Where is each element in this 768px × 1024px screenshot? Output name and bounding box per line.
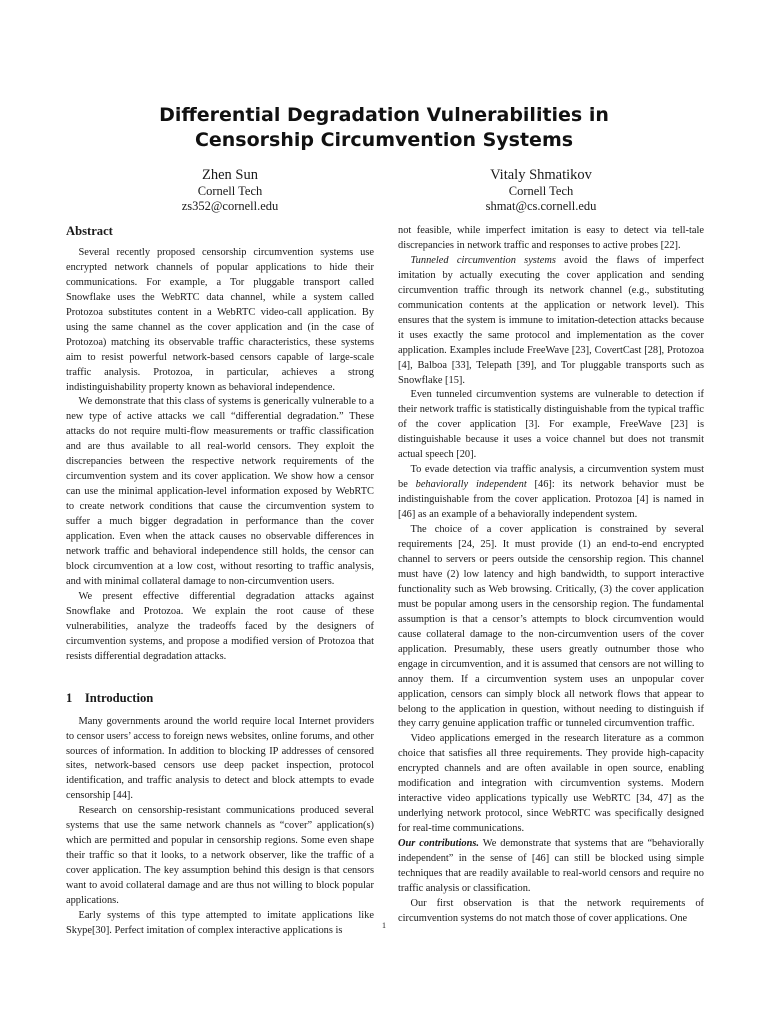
author-name: Vitaly Shmatikov — [490, 167, 592, 183]
intro-paragraph-4: Tunneled circumvention systems avoid the flaws of imperfect imitation by actually executing the cover application and sending circumvention traffic through its network channel (e.g., substituting communication contents at the application or network level). This ensures that the system is immune to imitation-detection attacks because it uses exactly the same protocol and implementation as the cover application. Examples include FreeWave [23], CovertCast [28], Protozoa [4], Balboa [33], Telepath [39], and Tor pluggable transports such as Snowflake [15]. — [398, 254, 704, 386]
behaviorally-independent-term: behaviorally independent — [415, 479, 527, 491]
intro-paragraph-10: Our first observation is that the network requirements of circumvention systems do not match those of cover applications. One — [398, 897, 704, 924]
title-line-1: Differential Degradation Vulnerabilities in — [159, 104, 609, 126]
intro-paragraph-6: To evade detection via traffic analysis, a circumvention system must be behaviorally independent [46]: its network behavior must be indistinguishable from the cover application. Protozoa [4] is named in [46] as an example of a behaviorally independent system. — [398, 464, 704, 521]
author-name: Zhen Sun — [202, 167, 258, 183]
title-line-2: Censorship Circumvention Systems — [194, 129, 574, 151]
intro-paragraph-3: Early systems of this type attempted to imitate applications like Skype[30]. Perfect imitation of complex interactive applications is — [66, 909, 374, 936]
abstract-paragraph-1: Several recently proposed censorship circumvention systems use encrypted network channels of popular applications to hide their communications. For example, a Tor pluggable transport called Snowflake uses the WebRTC data channel, while a system called Protozoa substitutes content in a WebRTC video-call application. By using the same channel as the cover application and (in the case of Protozoa) matching its observable traffic characteristics, these systems aim to resist powerful network-based censors capable of large-scale traffic analysis. Protozoa, in particular, achieves a strong indistinguishability property known as behavioral independence. — [66, 246, 374, 393]
abstract-heading: Abstract — [66, 224, 113, 238]
abstract-paragraph-2: We demonstrate that this class of systems is generically vulnerable to a new type of active attacks we call “differential degradation.” These attacks do not require multi-flow measurements or traffic classification and are thus available to all real-world censors. They exploit the discrepancies between the respective network requirements of the circumvention system and its cover application. We show how a censor can use the minimal application-level information exposed by WebRTC to create network conditions that cause the circumvention system to suffer a much bigger degradation in performance than the cover application. Even when the attack causes no observable differences in network traffic and behavioral independence still holds, the censor can block circumvention at a low cost, without resorting to traffic analysis, and with minimal collateral damage to non-circumvention users. — [66, 396, 374, 587]
author-block-1 — [100, 166, 360, 214]
author-affiliation: Cornell Tech — [197, 184, 263, 198]
left-column — [66, 224, 374, 939]
abstract-paragraph-3: We present effective differential degradation attacks against Snowflake and Protozoa. We explain the root cause of these vulnerabilities, analyze the tradeoffs faced by the designers of circumvention systems, and propose a modified version of Protozoa that resists differential degradation attacks. — [66, 590, 374, 662]
introduction-heading: 1 Introduction — [66, 690, 154, 705]
intro-paragraph-3-continued: not feasible, while imperfect imitation is easy to detect via tell-tale discrepancies in network traffic and responses to active probes [22]. — [398, 225, 704, 251]
page-number: 1 — [382, 921, 386, 930]
contributions-runin-heading: Our contributions. — [398, 838, 480, 850]
intro-paragraph-1: Many governments around the world require local Internet providers to censor users’ access to foreign news websites, online forums, and other sources of information. In addition to blocking IP addresses of censored sites, network-based censors use deep packet inspection, protocol identification, and traffic analysis to detect and block attempts to evade censorship [44]. — [66, 715, 374, 802]
paper-title — [0, 103, 768, 153]
intro-paragraph-8: Video applications emerged in the research literature as a common choice that satisfies all three requirements. They provide high-capacity encrypted channels and are often available in open source, enabling modification and integration with circumvention systems. Modern interactive video applications typically use WebRTC [34, 47] as the underlying network protocol, since WebRTC was specifically designed for real-time communications. — [398, 733, 704, 835]
intro-paragraph-7: The choice of a cover application is constrained by several requirements [24, 25]. It must provide (1) an end-to-end encrypted channel to servers or peers outside the censorship region. This channel must have (2) low latency and high bandwidth, to support interactive functionality such as Web browsing. Critically, (3) the cover application must be popular among users in the censorship region. The fundamental assumption is that a censor’s attempts to block circumvention would cause collateral damage to the non-circumvention users of the cover application. Presumably, these users greatly outnumber those who engage in circumvention, and it is assumed that censors are not willing to annoy them. If a circumvention system uses an unpopular cover application, censors can simply block all network flows that appear to belong to the application in question, without needing to distinguish if they carry genuine application traffic or tunneled circumvention traffic. — [398, 524, 704, 730]
intro-paragraph-2: Research on censorship-resistant communications produced several systems that use the same network channels as “cover” application(s) which are permitted and popular in censorship regions. Some even shape their traffic so that it looks, to a network observer, like the traffic of a cover application. The key assumption behind this design is that censors want to avoid collateral damage and are thus not willing to block popular applications. — [66, 805, 374, 907]
author-affiliation: Cornell Tech — [508, 184, 574, 198]
right-column — [398, 224, 704, 927]
tunneled-term: Tunneled circumvention systems — [410, 254, 556, 266]
author-email: shmat@cs.cornell.edu — [485, 199, 597, 213]
contributions-paragraph: Our contributions. We demonstrate that systems that are “behaviorally independent” in the sense of [46] can still be blocked using simple techniques that are readily available to real-world censors and require no traffic analysis or classification. — [398, 838, 704, 894]
author-block-2 — [411, 166, 671, 214]
intro-paragraph-5: Even tunneled circumvention systems are vulnerable to detection if their network traffic is statistically distinguishable from the typical traffic of the cover application [3]. For example, FreeWave [23] is distinguishable because it uses a voice channel but does not transmit actual speech [20]. — [398, 389, 704, 461]
author-email: zs352@cornell.edu — [181, 199, 279, 213]
